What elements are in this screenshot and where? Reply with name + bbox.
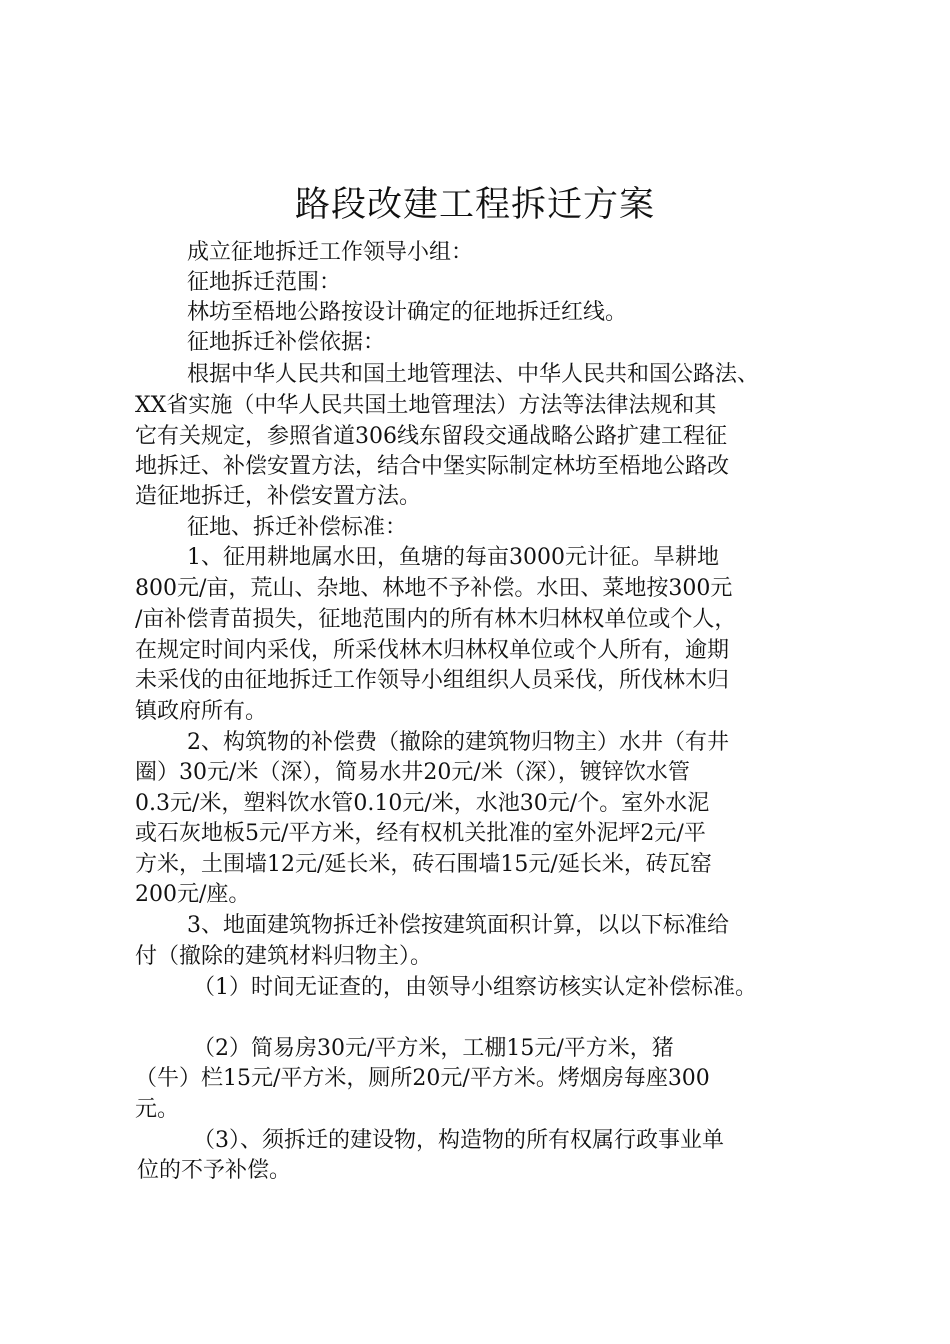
text-line: 它有关规定，参照省道306线东留段交通战略公路扩建工程征 [135,424,727,449]
text-line: 镇政府所有。 [135,699,268,724]
text-line: （3）、须拆迁的建设物，构造物的所有权属行政事业单 [193,1128,724,1153]
text-line: 未采伐的由征地拆迁工作领导小组组织人员采伐，所伐林木归 [135,668,730,693]
text-line: 3、地面建筑物拆迁补偿按建筑面积计算，以以下标准给 [187,913,729,938]
text-line: （1）时间无证查的，由领导小组察访核实认定补偿标准。 [193,975,757,1000]
text-line: 征地拆迁补偿依据： [187,330,386,355]
text-line: /亩补偿青苗损失，征地范围内的所有林木归林权单位或个人， [135,607,737,632]
text-line: XX省实施（中华人民共国土地管理法）方法等法律法规和其 [135,393,717,418]
text-line: 2、构筑物的补偿费（撤除的建筑物归物主）水井（有井 [187,730,729,755]
text-line: 地拆迁、补偿安置方法，结合中堡实际制定林坊至梧地公路改 [135,454,730,479]
text-line: （牛）栏15元/平方米，厕所20元/平方米。烤烟房每座300 [135,1066,710,1091]
text-line: 在规定时间内采伐，所采伐林木归林权单位或个人所有，逾期 [135,638,730,663]
text-line: 成立征地拆迁工作领导小组： [187,240,474,265]
text-line: 800元/亩，荒山、杂地、林地不予补偿。水田、菜地按300元 [135,576,733,601]
text-line: 0.3元/米，塑料饮水管0.10元/米，水池30元/个。室外水泥 [135,791,710,816]
text-line: 圈）30元/米（深），简易水井20元/米（深），镀锌饮水管 [135,760,690,785]
text-line: 根据中华人民共和国土地管理法、中华人民共和国公路法、 [187,362,760,387]
text-line: 位的不予补偿。 [137,1158,292,1183]
text-line: 征地拆迁范围： [187,270,342,295]
text-line: 方米，土围墙12元/延长米，砖石围墙15元/延长米，砖瓦窑 [135,852,712,877]
text-line: 或石灰地板5元/平方米，经有权机关批准的室外泥坪2元/平 [135,821,706,846]
document-title: 路段改建工程拆迁方案 [294,185,655,225]
text-line: 付（撤除的建筑材料归物主）。 [135,944,433,969]
text-line: （2）简易房30元/平方米，工棚15元/平方米，猪 [193,1036,674,1061]
text-line: 林坊至梧地公路按设计确定的征地拆迁红线。 [187,300,628,325]
text-line: 征地、拆迁补偿标准： [187,515,408,540]
text-line: 200元/座。 [135,882,251,907]
text-line: 造征地拆迁，补偿安置方法。 [135,484,422,509]
text-line: 元。 [135,1097,180,1122]
text-line: 1、征用耕地属水田，鱼塘的每亩3000元计征。旱耕地 [187,545,719,570]
